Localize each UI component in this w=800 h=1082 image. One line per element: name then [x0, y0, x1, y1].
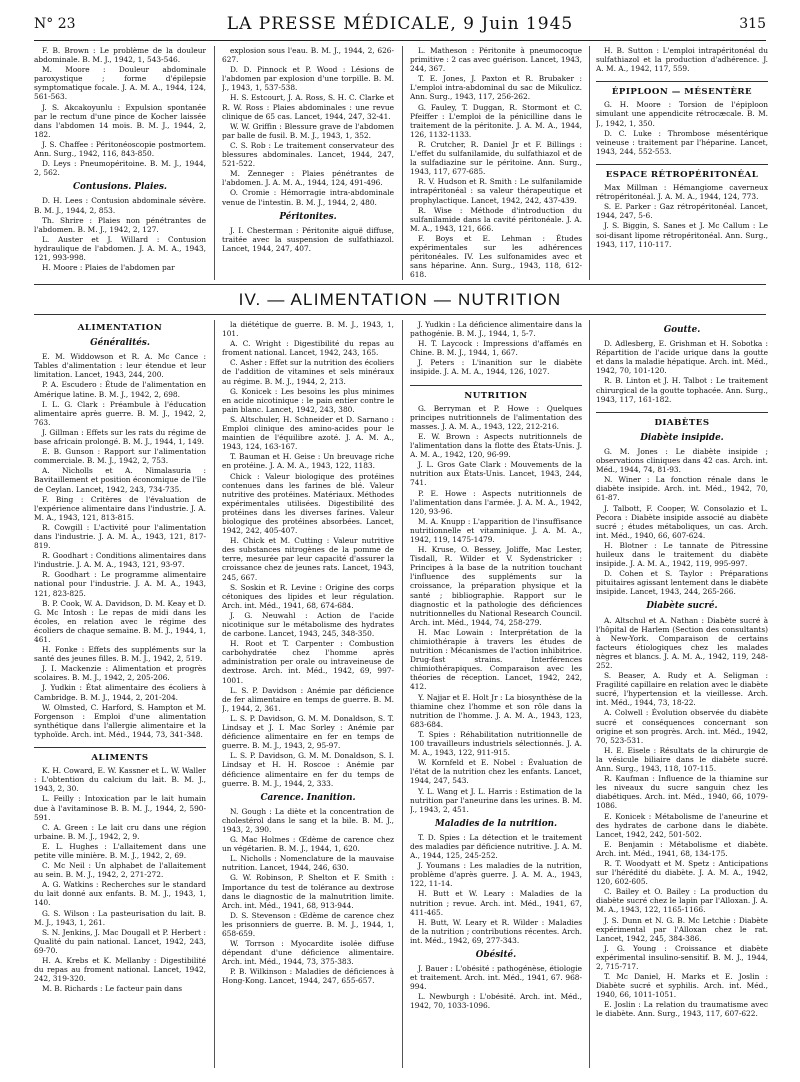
reference-entry: F. Boys et E. Lehman : Études expérimentales sur les adhérences péritonéales. IV. Les sulfonamides avec et sans héparine. Ann. Surg., 1943, 118, 612-618.	[410, 233, 582, 280]
issue-number: N° 23	[34, 16, 76, 32]
reference-entry: T. Bauman et H. Geise : Un breuvage riche en protéine. J. A. M. A., 1943, 122, 1183.	[222, 452, 394, 471]
reference-entry: T. D. Spies : La détection et le traitement des maladies par déficience nutritive. J. A. M. A., 1944, 125, 245-252.	[410, 832, 582, 861]
reference-entry: T. Mc Daniel, H. Marks et E. Joslin : Diabète sucré et syphilis. Arch. int. Méd., 1940, 66, 1011-1051.	[596, 972, 768, 1000]
column-divider	[402, 46, 403, 280]
section-divider	[596, 412, 768, 413]
reference-entry: L. Feilly : Intoxication par le lait humain due à l'avitaminose B. B. M. J., 1944, 2, 590-591.	[34, 794, 206, 822]
reference-entry: F. B. Brown : Le problème de la douleur abdominale. B. M. J., 1942, 1, 543-546.	[34, 46, 206, 65]
reference-entry: D. D. Pinnock et P. Wood : Lésions de l'abdomen par explosion d'une torpille. B. M. J., 1943, 1, 537-538.	[222, 65, 394, 93]
subsection-heading: Goutte.	[663, 325, 701, 335]
reference-entry: G. W. Robinson, P. Shelton et F. Smith : Importance du test de tolérance au dextrose dans le diagnostic de la malnutrition limite. Arch. int. Méd., 1941, 68, 913-944.	[222, 873, 394, 910]
reference-entry: D. C. Luke : Thrombose mésentérique veineuse : traitement par l'héparine. Lancet, 1943, 244, 552-553.	[596, 128, 768, 156]
reference-entry: J. S. Biggin, S. Sanes et J. Mc Callum : Le soi-disant lipome rétropéritonéal. Ann. Surg., 1943, 117, 110-117.	[596, 221, 768, 249]
reference-entry: R. Kaufman : Influence de la thiamine sur les niveaux du sucre sanguin chez les diabétiques. Arch. int. Méd., 1940, 66, 1079-1086.	[596, 774, 768, 811]
top-column-3	[410, 46, 582, 282]
reference-entry: C. Asher : Effet sur la nutrition des écoliers de l'addition de vitamines et sels minéraux au régime. B. M. J., 1944, 2, 213.	[222, 358, 394, 386]
reference-entry: A. C. Wright : Digestibilité du repas au froment national. Lancet, 1942, 243, 165.	[222, 339, 394, 358]
reference-entry: M. B. Richards : Le facteur pain dans	[42, 984, 183, 994]
reference-entry: M. Moore : Douleur abdominale paroxystique ; forme d'épilepsie symptomatique focale. J. A. M. A., 1944, 124, 561-563.	[34, 65, 206, 102]
subsection-heading: Diabète sucré.	[646, 601, 718, 612]
reference-entry: W. Kornfeld et E. Nobel : Évaluation de l'état de la nutrition chez les enfants. Lancet, 1944, 247, 543.	[410, 758, 582, 786]
subsection-heading: Généralités.	[90, 338, 150, 349]
column-divider	[214, 320, 215, 1068]
reference-entry: P. B. Wilkinson : Maladies de déficiences à Hong-Kong. Lancet, 1944, 247, 655-657.	[222, 967, 394, 986]
reference-entry: H. E. Eisele : Résultats de la chirurgie de la vésicule biliaire dans le diabète sucré. Ann. Surg., 1943, 118, 107-115.	[596, 745, 768, 774]
reference-entry: D. Cohen et S. Taylor : Préparations pituitaires agissant lentement dans le diabète insipide. Lancet, 1943, 244, 265-266.	[596, 569, 768, 597]
reference-entry: N. Winer : La fonction rénale dans le diabète insipide. Arch. int. Méd., 1942, 70, 61-87.	[596, 475, 768, 503]
reference-entry: L. S. P. Davidson, G. M. M. Donaldson, S. T. Lindsay et J. I. Mac Sorley : Anémie par déficience alimentaire en fer en temps de guerre. B. M. J., 1943, 2, 95-97.	[222, 713, 394, 751]
reference-entry: E. L. Hughes : L'allaitement dans une petite ville minière. B. M. J., 1942, 2, 69.	[34, 841, 206, 860]
section-rule-top	[34, 284, 766, 285]
reference-entry: S. Soskin et R. Levine : Origine des corps cétoniques des lipides et leur régulation. Arch. int. Méd., 1941, 68, 674-684.	[222, 582, 394, 610]
section-heading: NUTRITION	[464, 390, 528, 401]
bottom-column-1	[34, 320, 206, 1072]
section-divider	[596, 164, 768, 165]
page-number: 315	[739, 16, 766, 32]
reference-entry: T. Spies : Réhabilitation nutritionnelle de 100 travailleurs industriels sélectionnés. J. A. M. A., 1943, 122, 911-915.	[410, 729, 582, 758]
reference-entry: R. V. Hudson et R. Smith : Le sulfanilamide intrapéritonéal : sa valeur thérapeutique et prophylactique. Lancet, 1942, 242, 437-439.	[410, 177, 582, 205]
subsection-heading: Diabète insipide.	[640, 432, 724, 443]
reference-entry: L. S. P. Davidson : Anémie par déficience de fer alimentaire en temps de guerre. B. M. J., 1944, 2, 361.	[222, 685, 394, 713]
bottom-column-2	[222, 320, 394, 1072]
reference-entry: F. Bing : Critères de l'évaluation de l'expérience alimentaire dans l'industrie. J. A. M. A., 1943, 121, 813-815.	[34, 494, 206, 522]
section-heading: IV. — ALIMENTATION — NUTRITION	[238, 290, 562, 309]
reference-entry: W. W. Griffin : Blessure grave de l'abdomen par balle de fusil. B. M. J., 1943, 1, 352.	[222, 121, 394, 140]
reference-entry: E. Benjamin : Métabolisme et diabète. Arch. int. Méd., 1941, 68, 134-175.	[596, 839, 768, 858]
reference-entry: E. W. Brown : Aspects nutritionnels de l'alimentation dans la flotte des États-Unis. J. A. M. A., 1942, 120, 96-99.	[410, 431, 582, 460]
reference-entry: J. I. Chesterman : Péritonite aiguë diffuse, traitée avec la suspension de sulfathiazol. Lancet, 1944, 247, 407.	[222, 225, 394, 253]
subsection-heading: Obésité.	[475, 950, 517, 960]
reference-entry: D. H. Lees : Contusion abdominale sévère. B. M. J., 1944, 2, 853.	[34, 196, 206, 215]
reference-entry: A. Altschul et A. Nathan : Diabète sucré à l'hôpital de Harlem (Section des consultants) à New-York. Comparaison de certains facteurs étiologiques chez les malades nègres et blancs. J. A. M. A., 1942, 119, 248-252.	[596, 615, 768, 670]
reference-entry: Max Millman : Hémangiome caverneux rétropéritonéal. J. A. M. A., 1944, 124, 773.	[596, 183, 768, 202]
reference-entry: M. A. Knupp : L'apparition de l'insuffisance nutritionnelle et vitaminique. J. A. M. A., 1942, 119, 1475-1479.	[410, 516, 582, 544]
reference-entry: Y. Najjar et E. Holt Jr : La biosynthèse de la thiamine chez l'homme et son rôle dans la nutrition de l'homme. J. A. M. A., 1943, 123, 683-684.	[410, 692, 582, 729]
section-heading: DIABÈTES	[654, 417, 710, 428]
reference-entry: J. G. Neuwahl : Action de l'acide nicotinique sur le métabolisme des hydrates de carbone. Lancet, 1943, 245, 348-350.	[222, 610, 394, 639]
reference-entry: H. B. Sutton : L'emploi intrapéritonéal du sulfathiazol et la production d'adhérence. J. A. M. A., 1942, 117, 559.	[596, 46, 768, 74]
bottom-column-4	[596, 320, 768, 1072]
reference-entry: C. A. Green : Le lait cru dans une région urbaine. B. M. J., 1942, 2, 9.	[34, 822, 206, 841]
reference-entry: H. Chick et M. Cutting : Valeur nutritive des substances nitrogènes de la pomme de terre, mesurée par leur capacité d'assurer la croissance chez de jeunes rats. Lancet, 1943, 245, 667.	[222, 536, 394, 582]
reference-entry: Th. Shrire : Plaies non pénétrantes de l'abdomen. B. M. J., 1942, 2, 127.	[34, 215, 206, 234]
reference-entry: R. B. Linton et J. H. Talbot : Le traitement chirurgical de la goutte tophacée. Ann. Surg., 1943, 117, 161-182.	[596, 376, 768, 404]
section-heading: ÉPIPLOON — MÉSENTÈRE	[611, 87, 753, 98]
reference-entry: H. Mac Lowain : Interprétation de la chimiothérapie à travers les études de nutrition : Mécanismes de l'action inhibitrice. Drug-fast strains. Interférences chimiothérapiques. Comparaison avec les théories de réception. Lancet, 1942, 242, 412.	[410, 627, 582, 692]
reference-entry: D. Leys : Pneumopéritoine. B. M. J., 1944, 2, 562.	[34, 159, 206, 178]
reference-entry: R. T. Woodyatt et M. Spetz : Anticipations sur l'hérédité du diabète. J. A. M. A., 1942, 120, 602-605.	[596, 858, 768, 887]
reference-entry: J. I. Mackenzie : Alimentation et progrès scolaires. B. M. J., 1942, 2, 205-206.	[34, 664, 206, 683]
reference-entry: explosion sous l'eau. B. M. J., 1944, 2, 626-627.	[222, 46, 394, 65]
reference-entry: E. Konicek : Métabolisme de l'aneurine et des hydrates de carbone dans le diabète. Lancet, 1942, 242, 501-502.	[596, 811, 768, 839]
reference-entry: L. Nicholls : Nomenclature de la mauvaise nutrition. Lancet, 1944, 246, 630.	[222, 854, 394, 873]
reference-entry: R. Goodhart : Conditions alimentaires dans l'industrie. J. A. M. A., 1943, 121, 93-97.	[34, 551, 206, 570]
reference-entry: P. A. Escudero : Étude de l'alimentation en Amérique latine. B. M. J., 1942, 2, 698.	[34, 380, 206, 399]
section-heading: ALIMENTS	[91, 753, 149, 764]
reference-entry: H. Root et T. Carpenter : Combustion carbohydratée chez l'homme après administration per orale ou intraveineuse de dextrose. Arch. int. Méd., 1942, 69, 997-1001.	[222, 639, 394, 685]
reference-entry: Y. L. Wang et J. L. Harris : Estimation de la nutrition par l'aneurine dans les urines. B. M. J., 1943, 2, 451.	[410, 786, 582, 814]
reference-entry: K. H. Coward, E. W. Kassner et L. W. Waller : L'obtention du calcium du lait. B. M. J., 1943, 2, 30.	[34, 766, 206, 794]
section-divider	[596, 81, 768, 82]
column-divider	[589, 320, 590, 1068]
reference-entry: J. Youmans : Les maladies de la nutrition, problème d'après guerre. J. A. M. A., 1943, 122, 11-14.	[410, 861, 582, 889]
reference-entry: B. P. Cook, W. A. Davidson, D. M. Keay et D. G. Mc Intosh : Le repas de midi dans les écoles, en relation avec le régime des écoliers de chaque semaine. B. M. J., 1944, 1, 461.	[34, 598, 206, 644]
reference-entry: J. Bauer : L'obésité : pathogénèse, étiologie et traitement. Arch. int. Méd., 1941, 67. 968-994.	[410, 964, 582, 992]
reference-entry: L. Matheson : Péritonite à pneumocoque primitive : 2 cas avec guérison. Lancet, 1943, 244, 367.	[410, 46, 582, 74]
column-divider	[402, 320, 403, 1068]
section-divider	[410, 385, 582, 386]
reference-entry: H. T. Laycock : Impressions d'affamés en Chine. B. M. J., 1944, 1, 667.	[410, 339, 582, 358]
reference-entry: L. Auster et J. Willard : Contusion hydraulique de l'abdomen. J. A. M. A., 1943, 121, 993-998.	[34, 234, 206, 262]
reference-entry: C. S. Rob : Le traitement conservateur des blessures abdominales. Lancet, 1944, 247, 521-522.	[222, 140, 394, 169]
reference-entry: T. E. Jones, J. Paxton et R. Brubaker : L'emploi intra-abdominal du sac de Mikulicz. Ann. Surg., 1943, 117, 256-262.	[410, 74, 582, 102]
reference-entry: J. Peters : L'inanition sur le diabète insipide. J. A. M. A., 1944, 126, 1027.	[410, 358, 582, 377]
reference-entry: H. A. Krebs et K. Mellanby : Digestibilité du repas au froment national. Lancet, 1942, 242, 319-320.	[34, 956, 206, 984]
reference-entry: S. E. Parker : Gaz rétropéritonéal. Lancet, 1944, 247, 5-6.	[596, 202, 768, 221]
reference-entry: H. Blotner : Le tannate de Pitressine huileux dans le traitement du diabète insipide. J. A. M. A., 1942, 119, 995-997.	[596, 540, 768, 569]
reference-entry: Chick : Valeur biologique des protéines contenues dans les farines de blé. Valeur nutritive des protéines. Matériaux. Méthodes expérimentales utilisées. Digestibilité des protéines dans les diverses farines. Valeur biologique des protéines absorbées. Lancet, 1942, 242, 405-407.	[222, 471, 394, 536]
section-heading: ALIMENTATION	[77, 323, 163, 333]
section-rule-bottom	[34, 314, 766, 315]
reference-entry: G. M. Jones : Le diabète insipide ; observations cliniques dans 42 cas. Arch. int. Méd., 1944, 74, 81-93.	[596, 446, 768, 475]
subsection-heading: Carence. Inanition.	[260, 792, 356, 803]
reference-entry: J. Yudkin : État alimentaire des écoliers à Cambridge. B. M. J., 1944, 2, 201-204.	[34, 683, 206, 702]
reference-entry: S. Altschuler, H. Schneider et D. Sarnano : Emploi clinique des amino-acides pour le maintien de l'équilibre azoté. J. A. M. A., 1943, 124, 163-167.	[222, 414, 394, 452]
top-column-2	[222, 46, 394, 282]
column-divider	[214, 46, 215, 280]
reference-entry: C. Bailey et O. Bailey : La production du diabète sucré chez le lapin par l'Alloxan. J. A. M. A., 1943, 122, 1165-1166.	[596, 887, 768, 915]
subsection-heading: Maladies de la nutrition.	[434, 818, 558, 829]
reference-entry: S. N. Jenkins, J. Mac Dougall et P. Herbert : Qualité du pain national. Lancet, 1942, 243, 69-70.	[34, 927, 206, 955]
reference-entry: J. L. Gros Gate Clark : Mouvements de la nutrition aux États-Unis. Lancet, 1943, 244, 741.	[410, 460, 582, 488]
reference-entry: G. H. Moore : Torsion de l'épiploon simulant une appendicite rétrocæcale. B. M. J., 1942, 1, 350.	[596, 100, 768, 128]
reference-entry: A. Colwell : Évolution observée du diabète sucré et conséquences concernant son origine et son progrès. Arch. int. Méd., 1942, 70, 523-531.	[596, 708, 768, 745]
subsection-heading: Contusions. Plaies.	[73, 182, 167, 193]
top-column-4	[596, 46, 768, 282]
reference-entry: S. Beaser, A. Rudy et A. Seligman : Fragilité capillaire en relation avec le diabète sucré, l'hypertension et la vieillesse. Arch. int. Méd., 1944, 73, 18-22.	[596, 671, 768, 708]
reference-entry: R. Cowgill : L'activité pour l'alimentation dans l'industrie. J. A. M. A., 1943, 121, 817-819.	[34, 522, 206, 551]
reference-entry: W. Olmsted, C. Harford, S. Hampton et M. Forgenson : Emploi d'une alimentation synthétique dans l'allergie alimentaire et la typhoïde. Arch. int. Méd., 1944, 73, 341-348.	[34, 702, 206, 739]
reference-entry: G. Konicek : Les besoins les plus minimes en acide nicotinique : le pain entier contre le pain blanc. Lancet, 1942, 243, 380.	[222, 386, 394, 414]
reference-entry: E. Joslin : La relation du traumatisme avec le diabète. Ann. Surg., 1943, 117, 607-622.	[596, 1000, 768, 1019]
reference-entry: I. L. G. Clark : Préambule à l'éducation alimentaire après guerre. B. M. J., 1942, 2, 763.	[34, 399, 206, 427]
reference-entry: R. Crutcher, R. Daniel Jr et F. Billings : L'effet du sulfanilamide, du sulfathiazol et de la sulfadiazine sur le péritoine. Ann. Surg., 1943, 117, 677-685.	[410, 139, 582, 177]
reference-entry: D. Adlesberg, E. Grishman et H. Sobotka : Répartition de l'acide urique dans la goutte et dans la maladie hépatique. Arch. int. Méd., 1942, 70, 101-120.	[596, 339, 768, 376]
reference-entry: H. Moore : Plaies de l'abdomen par	[42, 263, 175, 273]
reference-entry: O. Cromie : Hémorragie intra-abdominale venue de l'intestin. B. M. J., 1944, 2, 480.	[222, 188, 394, 207]
reference-entry: A. G. Watkins : Recherches sur le standard du lait donné aux enfants. B. M. J., 1943, 1, 140.	[34, 880, 206, 908]
reference-entry: J. Yudkin : La déficience alimentaire dans la pathogénie. B. M. J., 1944, 1, 5-7.	[410, 320, 582, 339]
reference-entry: G. Mac Holmes : Œdème de carence chez un végétarien. B. M. J., 1944, 1, 620.	[222, 835, 394, 854]
reference-entry: E. M. Widdowson et R. A. Mc Cance : Tables d'alimentation : leur étendue et leur limitation. Lancet, 1943, 244, 200.	[34, 352, 206, 380]
reference-entry: D. S. Stevenson : Œdème de carence chez les prisonniers de guerre. B. M. J., 1944, 1, 658-659.	[222, 910, 394, 938]
reference-entry: J. S. Akcakoyunlu : Expulsion spontanée par le rectum d'une pince de Kocher laissée dans l'abdomen 14 mois. B. M. J., 1944, 2, 182.	[34, 102, 206, 139]
reference-entry: H. Kruse, O. Bessey, Joliffe, Mac Lester, Tisdall, R. Wilder et V. Sydenstricker : Principes à la base de la nutrition touchant l'influence des suppléments sur la croissance, la préparation physique et la santé ; bibliographie. Rapport sur le diagnostic et la pathologie des déficiences nutritionnelles du National Research Council. Arch. int. Méd., 1944, 74, 258-279.	[410, 545, 582, 627]
reference-entry: J. Talbott, F. Cooper, W. Consolazio et L. Pecora : Diabète insipide associé au diabète sucré ; études métaboliques, un cas. Arch. int. Méd., 1940, 66, 607-624.	[596, 503, 768, 540]
section-heading: ESPACE RÉTROPÉRITONÉAL	[605, 169, 759, 180]
reference-entry: J. S. Dunn et N. G. B. Mc Letchie : Diabète expérimental par l'Alloxan chez le rat. Lancet, 1942, 245, 384-386.	[596, 915, 768, 943]
bottom-column-3	[410, 320, 582, 1072]
reference-entry: L. S. P. Davidson, G. M. M. Donaldson, S. I. Lindsay et H. H. Roscoe : Anémie par déficience alimentaire en fer du temps de guerre. B. M. J., 1944, 2, 333.	[222, 751, 394, 788]
reference-entry: N. Gough : La diète et la concentration de cholestérol dans le sang et la bile. B. M. J., 1943, 2, 390.	[222, 806, 394, 834]
reference-entry: H. Butt et W. Leary : Maladies de la nutrition ; revue. Arch. int. Méd., 1941, 67, 411-465.	[410, 889, 582, 917]
journal-title: LA PRESSE MÉDICALE, 9 Juin 1945	[226, 14, 574, 34]
reference-entry: R. Wise : Méthode d'introduction du sulfanilamide dans la cavité péritonéale. J. A. M. A., 1943, 121, 666.	[410, 205, 582, 233]
reference-entry: G. Berryman et P. Howe : Quelques principes nutritionnels de l'alimentation des masses. J. A. M. A., 1943, 122, 212-216.	[410, 403, 582, 431]
reference-entry: H. S. Estcourt, J. A. Ross, S. H. C. Clarke et R. W. Ross : Plaies abdominales : une revue clinique de 65 cas. Lancet, 1944, 247, 32-41.	[222, 93, 394, 121]
header-rule	[34, 40, 766, 41]
page-header	[34, 14, 766, 38]
reference-entry: G. Fauley, T. Duggan, R. Stormont et C. Pfeiffer : L'emploi de la pénicilline dans le traitement de la péritonite. J. A. M. A., 1944, 126, 1132-1133.	[410, 102, 582, 139]
reference-entry: A. Nicholls et A. Nimalasuria : Bavitaillement et position économique de l'île de Ceylan. Lancet, 1942, 243, 734-735.	[34, 466, 206, 494]
reference-entry: R. Goodhart : Le programme alimentaire national pour l'industrie. J. A. M. A., 1943, 121, 823-825.	[34, 570, 206, 598]
reference-entry: L. Newburgh : L'obésité. Arch. int. Méd., 1942, 70, 1033-1096.	[410, 992, 582, 1011]
reference-entry: G. S. Wilson : La pasteurisation du lait. B. M. J., 1943, 1, 261.	[34, 908, 206, 927]
subsection-heading: Péritonites.	[279, 211, 337, 222]
reference-entry: E. B. Gunson : Rapport sur l'alimentation commerciale. B. M. J., 1942, 2, 753.	[34, 447, 206, 466]
reference-entry: J. G. Young : Croissance et diabète expérimental insulino-sensitif. B. M. J., 1944, 2, 715-717.	[596, 943, 768, 971]
reference-entry: J. Gillman : Effets sur les rats du régime de base africain prolongé. B. M. J., 1944, 1, 149.	[34, 427, 206, 447]
column-divider	[589, 46, 590, 280]
reference-entry: P. E. Howe : Aspects nutritionnels de l'alimentation dans l'armée. J. A. M. A., 1942, 120, 93-96.	[410, 488, 582, 516]
reference-entry: M. Zenneger : Plaies pénétrantes de l'abdomen. J. A. M. A., 1944, 124, 491-496.	[222, 169, 394, 188]
reference-entry: H. Fonke : Effets des suppléments sur la santé des jeunes filles. B. M. J., 1942, 2, 519.	[34, 645, 206, 664]
reference-entry: C. Mc Neil : Un alphabet de l'allaitement au sein. B. M. J., 1942, 2, 271-272.	[34, 861, 206, 880]
top-column-1	[34, 46, 206, 282]
reference-entry: W. Torrson : Myocardite isolée diffuse dépendant d'une déficience alimentaire. Arch. int. Méd., 1944, 73, 375-383.	[222, 939, 394, 967]
reference-entry: la diététique de guerre. B. M. J., 1943, 1, 101.	[222, 320, 394, 339]
section-divider	[34, 747, 206, 748]
reference-entry: J. S. Chaffee : Péritonéoscopie postmortem. Ann. Surg., 1942, 116, 843-850.	[34, 139, 206, 159]
reference-entry: H. Butt, W. Leary et R. Wilder : Maladies de la nutrition ; contributions récentes. Arch. int. Méd., 1942, 69, 277-343.	[410, 917, 582, 945]
